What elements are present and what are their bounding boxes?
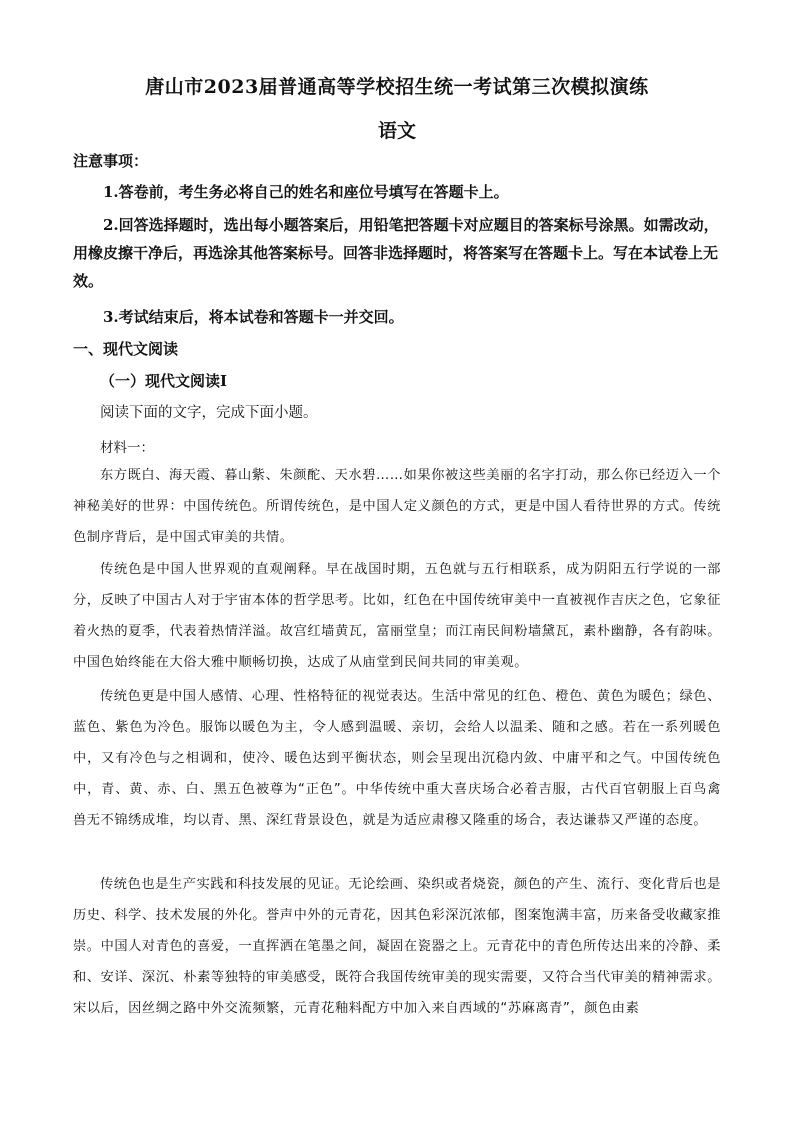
notice-item-1: 1.答卷前，考生务必将自己的姓名和座位号填写在答题卡上。 [103, 183, 509, 201]
passage-paragraph-1: 东方既白、海天霞、暮山紫、朱颜酡、天水碧……如果你被这些美丽的名字打动，那么你已经迈入一个神秘美好的世界：中国传统色。所谓传统色，是中国人定义颜色的方式，更是中国人看待世界的方式。传统色制序背后，是中国式审美的共情。 [73, 468, 722, 545]
notice-item-2: 2.回答选择题时，选出每小题答案后，用铅笔把答题卡对应题目的答案标号涂黑。如需改动，用橡皮擦干净后，再选涂其他答案标号。回答非选择题时，将答案写在答题卡上。写在本试卷上无效。 [73, 216, 719, 290]
exam-title: 唐山市2023届普通高等学校招生统一考试第三次模拟演练 [145, 76, 649, 98]
subject-title: 语文 [377, 120, 416, 142]
subsection-heading: （一）现代文阅读Ⅰ [100, 372, 228, 390]
notice-heading: 注意事项： [73, 152, 149, 170]
notice-item-3: 3.考试结束后，将本试卷和答题卡一并交回。 [103, 308, 404, 326]
section-heading: 一、现代文阅读 [73, 340, 179, 358]
material-label: 材料一： [100, 440, 154, 456]
reading-instruction: 阅读下面的文字，完成下面小题。 [100, 405, 318, 421]
passage-paragraph-4: 传统色也是生产实践和科技发展的见证。无论绘画、染织或者烧瓷，颜色的产生、流行、变化背后也是历史、科学、技术发展的外化。誉声中外的元青花，因其色彩深沉浓郁，图案饱满丰富，历来备受收藏家推崇。中国人对青色的喜爱，一直挥洒在笔墨之间，凝固在瓷器之上。元青花中的青色所传达出来的冷静、柔和、安详、深沉、朴素等独特的审美感受，既符合我国传统审美的现实需要，又符合当代审美的精神需求。宋以后，因丝绸之路中外交流频繁，元青花釉料配方中加入来自西域的“苏麻离青”，颜色由素 [73, 877, 722, 1016]
passage-paragraph-3: 传统色更是中国人感情、心理、性格特征的视觉表达。生活中常见的红色、橙色、黄色为暖色；绿色、蓝色、紫色为冷色。服饰以暖色为主，令人感到温暖、亲切，会给人以温柔、随和之感。若在一系列暖色中，又有冷色与之相调和，使冷、暖色达到平衡状态，则会呈现出沉稳内敛、中庸平和之气。中国传统色中，青、黄、赤、白、黑五色被尊为“正色”。中华传统中重大喜庆场合必着吉服，古代百官朝服上百鸟禽兽无不锦绣成堆，均以青、黑、深红背景设色，就是为适应肃穆又隆重的场合，表达谦恭又严谨的态度。 [73, 689, 721, 828]
passage-paragraph-2: 传统色是中国人世界观的直观阐释。早在战国时期，五色就与五行相联系，成为阴阳五行学说的一部分，反映了中国古人对于宇宙本体的哲学思考。比如，红色在中国传统审美中一直被视作吉庆之色，它象征着火热的夏季，代表着热情洋溢。故宫红墙黄瓦，富丽堂皇；而江南民间粉墙黛瓦，素朴幽静，各有韵味。中国色始终能在大俗大雅中顺畅切换，达成了从庙堂到民间共同的审美观。 [73, 562, 722, 670]
